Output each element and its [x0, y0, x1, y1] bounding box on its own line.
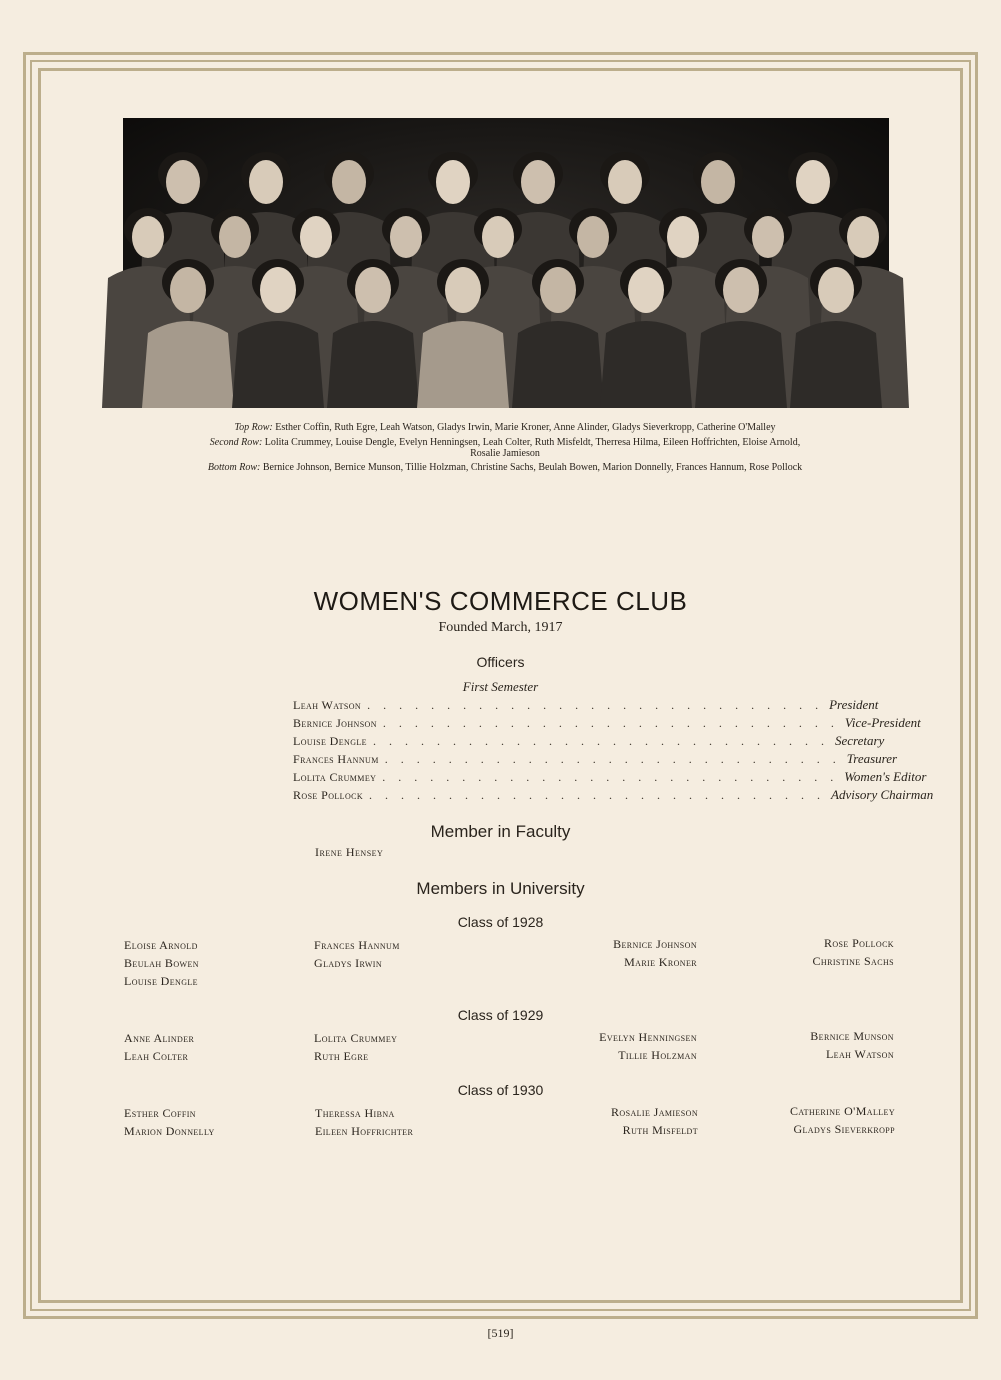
caption-top-names: Esther Coffin, Ruth Egre, Leah Watson, Gladys Irwin, Marie Kroner, Anne Alinder, Gladys Sieverkropp, Catherine O'Malley — [275, 422, 776, 433]
person-face — [667, 216, 699, 258]
member-name: Gladys Irwin — [314, 956, 383, 970]
caption-second-row-cont — [150, 448, 860, 460]
member-name: Ruth Egre — [314, 1049, 369, 1063]
class-1930-column-3 — [498, 1103, 698, 1139]
person-face — [166, 160, 200, 204]
person-body — [790, 321, 882, 408]
caption-second-label: Second Row: — [209, 437, 263, 448]
member-name: Leah Watson — [825, 1047, 894, 1061]
officer-role: Secretary — [834, 733, 885, 748]
class-1929-column-2 — [314, 1029, 514, 1065]
page-number: [519] — [487, 1326, 514, 1340]
person-face — [260, 267, 296, 313]
person-face — [332, 160, 366, 204]
officer-name: Louise Dengle — [293, 734, 367, 748]
faculty-member: Irene Hensey — [315, 845, 384, 859]
person-face — [521, 160, 555, 204]
person-face — [540, 267, 576, 313]
member-name: Frances Hannum — [314, 938, 400, 952]
person-face — [355, 267, 391, 313]
member-name: Beulah Bowen — [124, 956, 199, 970]
officer-role: President — [829, 697, 879, 712]
class-1930-heading: Class of 1930 — [457, 1082, 544, 1098]
class-1929-column-4 — [694, 1027, 894, 1063]
member-name: Catherine O'Malley — [789, 1104, 895, 1118]
leader-dots: . . . . . . . . . . . . . . . . . . . . . . . . . . . . . — [382, 716, 839, 730]
person-face — [577, 216, 609, 258]
caption-bottom-row — [150, 462, 860, 474]
caption-bottom-label: Bottom Row: — [207, 462, 261, 473]
member-name: Bernice Munson — [810, 1029, 894, 1043]
class-1928-column-1 — [124, 936, 324, 990]
member-name: Ruth Misfeldt — [622, 1123, 698, 1137]
officer-role: Vice-President — [844, 715, 921, 730]
class-1928-column-2 — [314, 936, 514, 972]
officer-name: Lolita Crummey — [293, 770, 377, 784]
person-face — [482, 216, 514, 258]
caption-top-row — [150, 422, 860, 434]
officer-row — [293, 787, 934, 805]
group-photo-drawing — [123, 118, 889, 404]
person-face — [170, 267, 206, 313]
officer-role: Women's Editor — [844, 769, 927, 784]
member-name: Tillie Holzman — [618, 1048, 697, 1062]
member-name: Louise Dengle — [124, 974, 198, 988]
class-1928-column-3 — [497, 935, 697, 971]
person-body — [600, 321, 692, 408]
university-heading: Members in University — [416, 879, 585, 898]
member-name: Bernice Johnson — [613, 937, 697, 951]
person-face — [608, 160, 642, 204]
officer-name: Bernice Johnson — [293, 716, 377, 730]
member-name: Marie Kroner — [624, 955, 697, 969]
caption-second-names: Lolita Crummey, Louise Dengle, Evelyn Henningsen, Leah Colter, Ruth Misfeldt, Therresa Hilma, Eileen Hoffrichten, Eloise Arnold, — [264, 437, 801, 448]
caption-second-names-cont: Rosalie Jamieson — [470, 448, 540, 459]
member-name: Rosalie Jamieson — [611, 1105, 698, 1119]
leader-dots: . . . . . . . . . . . . . . . . . . . . . . . . . . . . . — [384, 752, 841, 766]
class-1930-column-2 — [315, 1104, 515, 1140]
person-face — [796, 160, 830, 204]
member-name: Anne Alinder — [124, 1031, 195, 1045]
page-title: WOMEN'S COMMERCE CLUB — [313, 586, 688, 616]
officer-role: Treasurer — [846, 751, 898, 766]
person-face — [390, 216, 422, 258]
officer-row — [293, 751, 898, 769]
officer-row — [293, 733, 885, 751]
officers-list — [293, 697, 934, 805]
officer-role: Advisory Chairman — [831, 787, 934, 802]
person-face — [436, 160, 470, 204]
person-face — [818, 267, 854, 313]
member-name: Evelyn Henningsen — [599, 1030, 697, 1044]
member-name: Lolita Crummey — [314, 1031, 398, 1045]
person-body — [232, 321, 324, 408]
member-name: Leah Colter — [124, 1049, 189, 1063]
person-face — [445, 267, 481, 313]
caption-bottom-names: Bernice Johnson, Bernice Munson, Tillie Holzman, Christine Sachs, Beulah Bowen, Marion Donnelly, Frances Hannum, Rose Pollock — [262, 462, 803, 473]
leader-dots: . . . . . . . . . . . . . . . . . . . . . . . . . . . . . — [367, 698, 824, 712]
person-face — [300, 216, 332, 258]
class-1929-column-3 — [497, 1028, 697, 1064]
caption-top-label: Top Row: — [234, 422, 273, 433]
person-face — [249, 160, 283, 204]
leader-dots: . . . . . . . . . . . . . . . . . . . . . . . . . . . . . — [369, 788, 826, 802]
person-body — [417, 321, 509, 408]
class-1928-heading: Class of 1928 — [457, 914, 544, 930]
person-body — [695, 321, 787, 408]
person-body — [327, 321, 419, 408]
group-photo — [123, 118, 889, 404]
class-1930-column-1 — [124, 1104, 324, 1140]
founded-line: Founded March, 1917 — [438, 620, 563, 635]
person-face — [847, 216, 879, 258]
class-1930-column-4 — [695, 1102, 895, 1138]
member-name: Christine Sachs — [812, 954, 894, 968]
officer-row — [293, 769, 927, 787]
person-face — [723, 267, 759, 313]
person-face — [628, 267, 664, 313]
person-body — [142, 321, 234, 408]
class-1929-heading: Class of 1929 — [457, 1007, 544, 1023]
class-1929-column-1 — [124, 1029, 324, 1065]
class-1928-column-4 — [694, 934, 894, 970]
member-name: Theressa Hibna — [315, 1106, 395, 1120]
member-name: Esther Coffin — [124, 1106, 196, 1120]
member-name: Eloise Arnold — [124, 938, 198, 952]
semester-label: First Semester — [462, 679, 539, 694]
member-name: Rose Pollock — [823, 936, 894, 950]
faculty-heading: Member in Faculty — [430, 822, 571, 841]
officer-row — [293, 697, 879, 715]
member-name: Gladys Sieverkropp — [793, 1122, 895, 1136]
member-name: Eileen Hoffrichter — [315, 1124, 414, 1138]
officer-row — [293, 715, 921, 733]
person-body — [512, 321, 604, 408]
officer-name: Leah Watson — [293, 698, 362, 712]
officer-name: Frances Hannum — [293, 752, 379, 766]
officers-heading: Officers — [476, 654, 525, 670]
leader-dots: . . . . . . . . . . . . . . . . . . . . . . . . . . . . . — [372, 734, 829, 748]
person-face — [752, 216, 784, 258]
member-name: Marion Donnelly — [124, 1124, 215, 1138]
person-face — [701, 160, 735, 204]
leader-dots: . . . . . . . . . . . . . . . . . . . . . . . . . . . . . — [382, 770, 839, 784]
person-face — [132, 216, 164, 258]
officer-name: Rose Pollock — [293, 788, 364, 802]
person-face — [219, 216, 251, 258]
